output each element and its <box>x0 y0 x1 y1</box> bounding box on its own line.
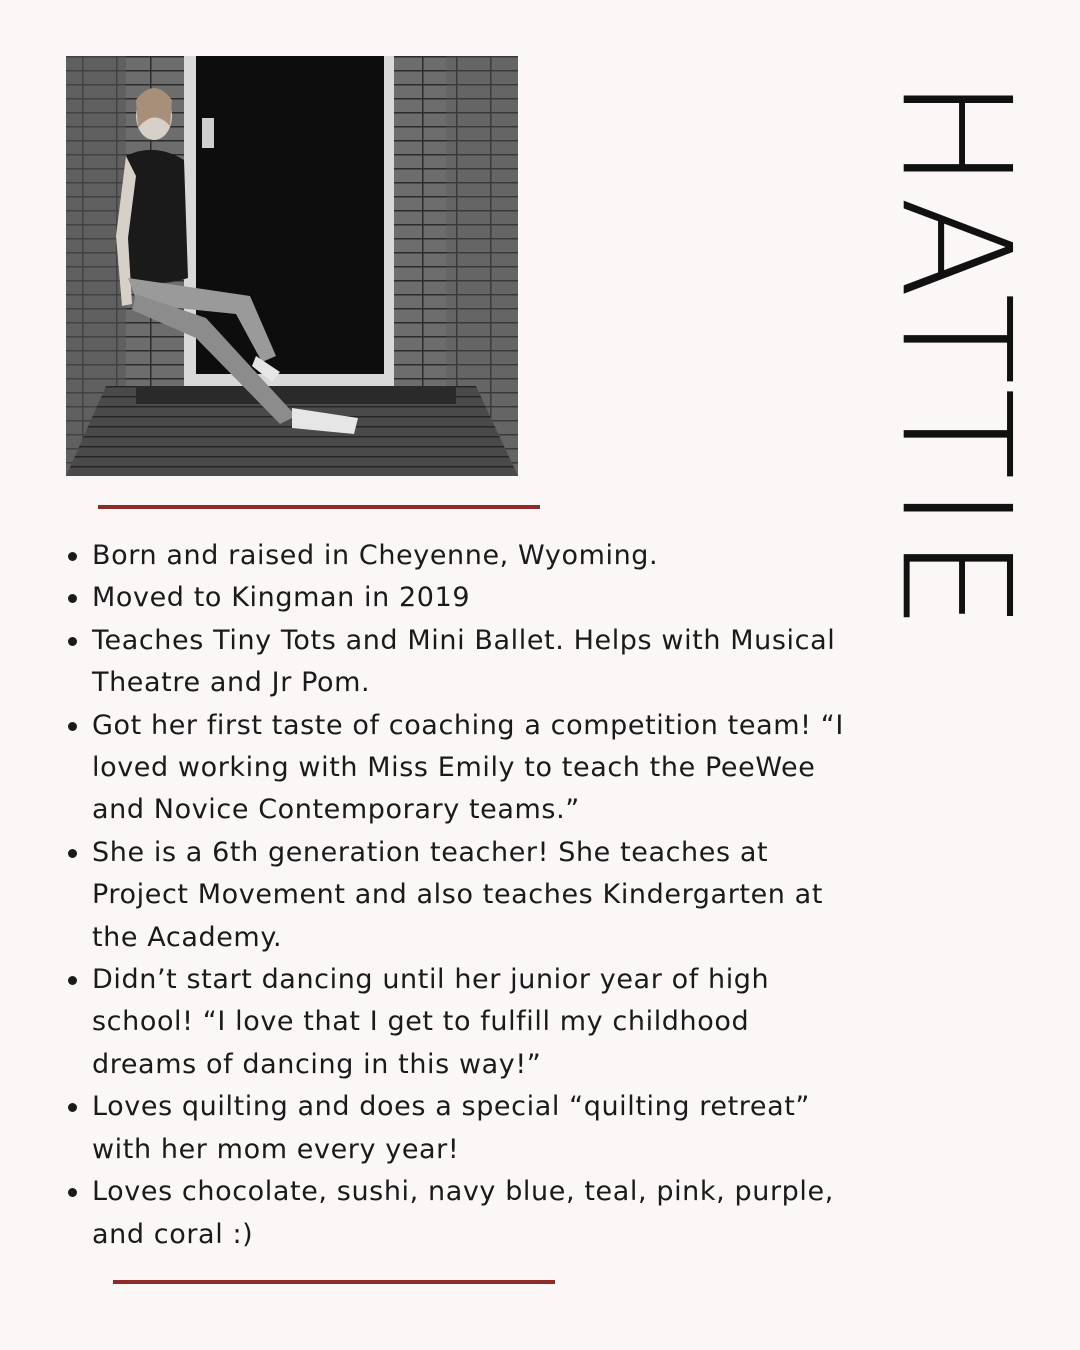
name-heading: HATTIE <box>868 77 1043 637</box>
list-item: Didn’t start dancing until her junior year of high school! “I love that I get to fulfill my childhood dreams of dancing in this way!” <box>92 959 852 1086</box>
list-item: Moved to Kingman in 2019 <box>92 577 852 619</box>
bottom-divider <box>113 1280 555 1284</box>
list-item: Teaches Tiny Tots and Mini Ballet. Helps with Musical Theatre and Jr Pom. <box>92 620 852 705</box>
portrait-photo-art <box>66 56 518 476</box>
list-item: She is a 6th generation teacher! She teaches at Project Movement and also teaches Kindergarten at the Academy. <box>92 832 852 959</box>
top-divider <box>98 505 540 509</box>
list-item: Loves chocolate, sushi, navy blue, teal, pink, purple, and coral :) <box>92 1171 852 1256</box>
profile-photo <box>66 56 518 476</box>
list-item: Born and raised in Cheyenne, Wyoming. <box>92 535 852 577</box>
facts-list <box>60 535 852 1256</box>
list-item: Got her first taste of coaching a competition team! “I loved working with Miss Emily to teach the PeeWee and Novice Contemporary teams.” <box>92 705 852 832</box>
name-heading-wrap <box>868 62 1043 652</box>
list-item: Loves quilting and does a special “quilting retreat” with her mom every year! <box>92 1086 852 1171</box>
